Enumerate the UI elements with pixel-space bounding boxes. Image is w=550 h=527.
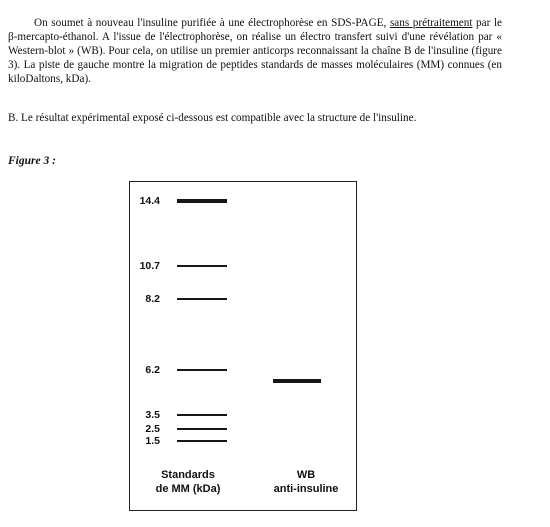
lane-wb-label-line1: WB — [296, 469, 316, 481]
lane-standards-label-line2: de MM (kDa) — [155, 483, 221, 495]
standard-band-14-4 — [177, 199, 227, 203]
intro-text-underlined: sans prétraitement — [389, 17, 473, 29]
mw-label-2-5: 2.5 — [145, 423, 160, 435]
wb-band — [273, 379, 321, 383]
mw-label-6-2: 6.2 — [145, 364, 160, 376]
figure-label: Figure 3 : — [8, 155, 56, 167]
lane-standards-label-line1: Standards — [161, 469, 215, 481]
mw-label-10-7: 10.7 — [139, 260, 160, 272]
standard-band-6-2 — [177, 369, 227, 372]
lane-standards-label — [144, 468, 232, 496]
intro-text-start: On soumet à nouveau l'insuline purifiée à une électrophorèse en SDS-PAGE, — [34, 17, 390, 29]
mw-label-8-2: 8.2 — [145, 293, 160, 305]
mw-label-3-5: 3.5 — [145, 409, 160, 421]
intro-paragraph — [8, 16, 502, 86]
standard-band-1-5 — [177, 440, 227, 442]
gel-panel — [129, 181, 357, 511]
standard-band-2-5 — [177, 428, 227, 430]
mw-label-14-4: 14.4 — [139, 195, 160, 207]
mw-label-1-5: 1.5 — [145, 435, 160, 447]
lane-wb-label-line2: anti-insuline — [273, 483, 339, 495]
standard-band-10-7 — [177, 265, 227, 268]
standard-band-3-5 — [177, 414, 227, 416]
intro-text-end: par le β-mercapto-éthanol. A l'issue de l'électrophorèse, on réalise un électro transfert suivi d'une révélation par « Western-blot » (WB). Pour cela, on utilise un premier anticorps reconnaissant la chaîne B de l'insuline (figure 3). La piste de gauche montre la migration de peptides standards de masses moléculaires (MM) connues (en kiloDaltons, kDa). — [8, 17, 503, 85]
statement-b: B. Le résultat expérimental exposé ci-dessous est compatible avec la structure de l'insuline. — [8, 112, 417, 124]
lane-wb-label — [258, 468, 354, 496]
standard-band-8-2 — [177, 298, 227, 301]
